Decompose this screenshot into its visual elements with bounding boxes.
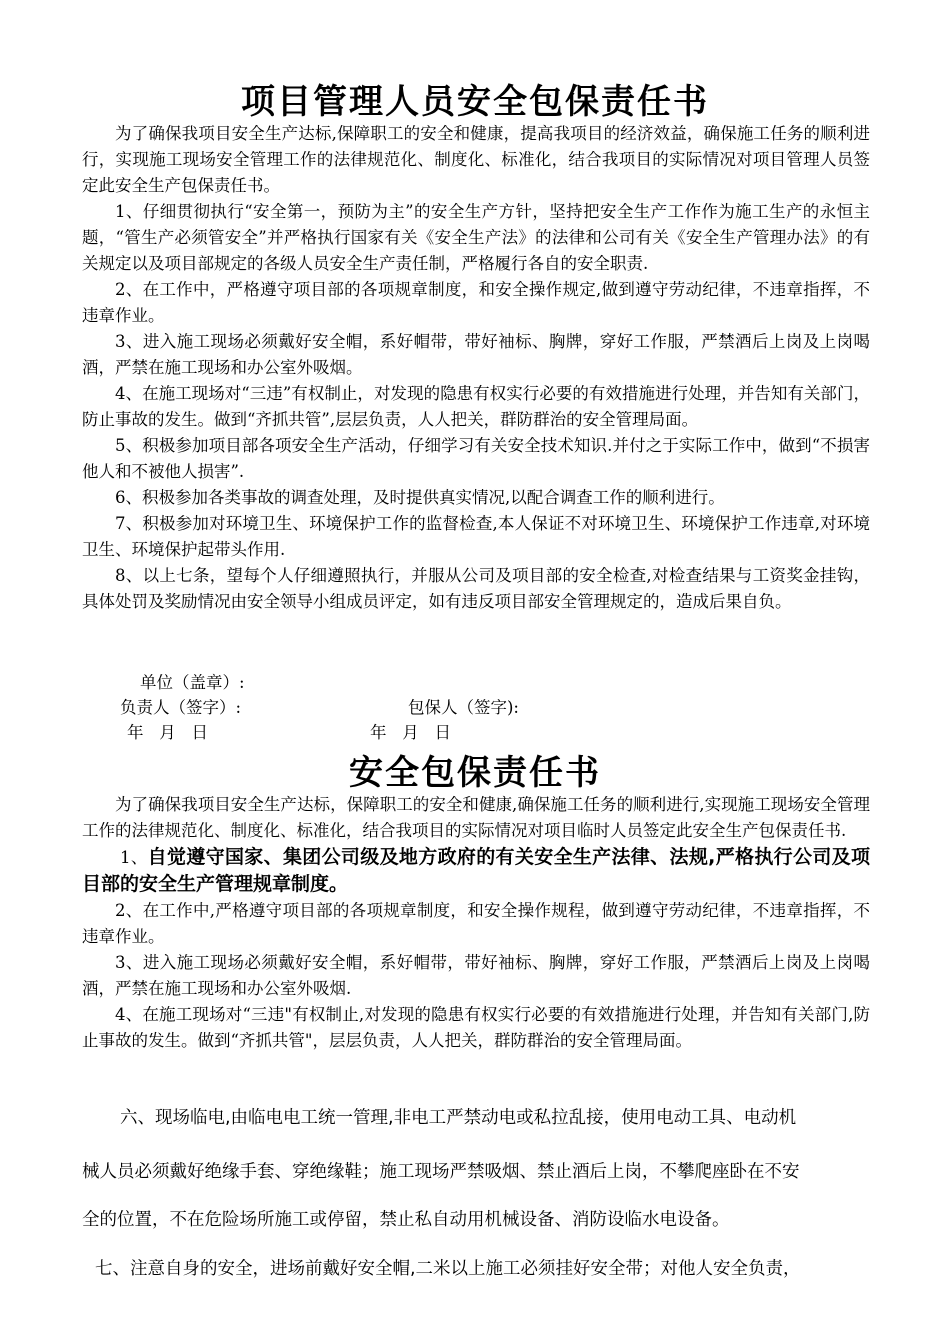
doc2-item-4: 4、在施工现场对“三违"有权制止,对发现的隐患有权实行必要的有效措施进行处理，并告知有关部门,防止事故的发生。做到“齐抓共管"，层层负责，人人把关，群防群治的安全管理局面。 bbox=[82, 1005, 870, 1050]
doc2-body bbox=[82, 792, 870, 1054]
doc1-item-8: 8、以上七条，望每个人仔细遵照执行，并服从公司及项目部的安全检查,对检查结果与工资奖金挂钩，具体处罚及奖励情况由安全领导小组成员评定，如有违反项目部安全管理规定的，造成后果自负。 bbox=[82, 566, 870, 611]
doc2-title: 安全包保责任书 bbox=[349, 753, 601, 793]
doc1-item-3: 3、进入施工现场必须戴好安全帽，系好帽带，带好袖标、胸牌，穿好工作服，严禁酒后上岗及上岗喝酒，严禁在施工现场和办公室外吸烟。 bbox=[82, 332, 870, 377]
lower-line-4: 七、注意自身的安全，进场前戴好安全帽,二米以上施工必须挂好安全带；对他人安全负责， bbox=[95, 1259, 801, 1279]
lower-line-3: 全的位置，不在危险场所施工或停留，禁止私自动用机械设备、消防设临水电设备。 bbox=[82, 1210, 730, 1230]
date-right: 年 月 日 bbox=[370, 723, 451, 742]
date-left: 年 月 日 bbox=[127, 723, 208, 742]
doc2-item-3: 3、进入施工现场必须戴好安全帽，系好帽带，带好袖标、胸牌，穿好工作服，严禁酒后上岗及上岗喝酒，严禁在施工现场和办公室外吸烟. bbox=[82, 953, 870, 998]
doc2-item-1-prefix: 1、 bbox=[120, 848, 148, 867]
doc1-body bbox=[82, 121, 870, 615]
doc1-item-6: 6、积极参加各类事故的调查处理，及时提供真实情况,以配合调查工作的顺利进行。 bbox=[115, 488, 725, 507]
doc2-item-1 bbox=[82, 844, 870, 898]
doc2-intro: 为了确保我项目安全生产达标，保障职工的安全和健康,确保施工任务的顺利进行,实现施工现场安全管理工作的法律规范化、制度化、标准化，结合我项目的实际情况对项目临时人员签定此安全生产包保责任书. bbox=[82, 795, 870, 840]
doc1-item-7: 7、积极参加对环境卫生、环境保护工作的监督检查,本人保证不对环境卫生、环境保护工作违章,对环境卫生、环境保护起带头作用. bbox=[82, 514, 870, 559]
unit-seal-label: 单位（盖章）: bbox=[140, 673, 245, 692]
doc1-item-4: 4、在施工现场对“三违”有权制止，对发现的隐患有权实行必要的有效措施进行处理，并告知有关部门，防止事故的发生。做到“齐抓共管”,层层负责，人人把关，群防群治的安全管理局面。 bbox=[82, 384, 870, 429]
doc2-item-2: 2、在工作中,严格遵守项目部的各项规章制度，和安全操作规程，做到遵守劳动纪律，不违章指挥，不违章作业。 bbox=[82, 901, 870, 946]
doc2-item-1-text: 自觉遵守国家、集团公司级及地方政府的有关安全生产法律、法规,严格执行公司及项目部的安全生产管理规章制度。 bbox=[82, 846, 870, 895]
doc1-item-2: 2、在工作中，严格遵守项目部的各项规章制度，和安全操作规定,做到遵守劳动纪律，不违章指挥，不违章作业。 bbox=[82, 280, 870, 325]
guarantor-sign-label: 包保人（签字): bbox=[408, 698, 519, 717]
doc1-item-5: 5、积极参加项目部各项安全生产活动，仔细学习有关安全技术知识.并付之于实际工作中，做到“不损害他人和不被他人损害”. bbox=[82, 436, 870, 481]
doc1-intro: 为了确保我项目安全生产达标,保障职工的安全和健康，提高我项目的经济效益，确保施工任务的顺利进行，实现施工现场安全管理工作的法律规范化、制度化、标准化，结合我项目的实际情况对项目管理人员签定此安全生产包保责任书。 bbox=[82, 124, 870, 195]
lower-line-1: 六、现场临电,由临电电工统一管理,非电工严禁动电或私拉乱接，使用电动工具、电动机 bbox=[120, 1108, 797, 1128]
doc1-item-1: 1、仔细贯彻执行“安全第一，预防为主”的安全生产方针，坚持把安全生产工作作为施工生产的永恒主题，“管生产必须管安全”并严格执行国家有关《安全生产法》的法律和公司有关《安全生产管理办法》的有关规定以及项目部规定的各级人员安全生产责任制，严格履行各自的安全职责. bbox=[82, 202, 870, 273]
leader-sign-label: 负责人（签字）: bbox=[120, 698, 242, 717]
lower-line-2: 械人员必须戴好绝缘手套、穿绝缘鞋；施工现场严禁吸烟、禁止酒后上岗，不攀爬座卧在不安 bbox=[82, 1162, 800, 1182]
doc1-title: 项目管理人员安全包保责任书 bbox=[241, 82, 709, 122]
